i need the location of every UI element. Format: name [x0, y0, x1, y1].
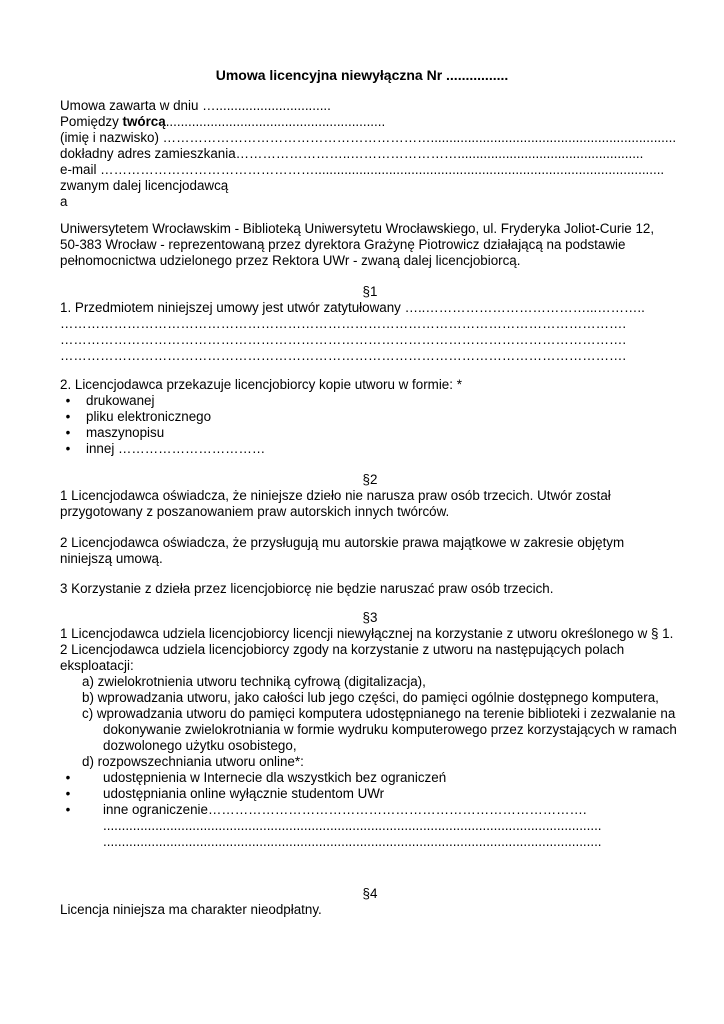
field-a: a) zwielokrotnienia utworu techniką cyfrową (digitalizacja),	[82, 674, 426, 689]
bullet-icon: •	[65, 425, 71, 440]
list-item: • udostępnienia w Internecie dla wszystkich bez ograniczeń	[60, 770, 680, 786]
subject-dots-2: ……………………………………………………………………………………………………………….	[60, 332, 627, 347]
field-c-line-3: dozwolonego użytku osobistego,	[103, 738, 297, 753]
bullet-icon: •	[65, 802, 71, 817]
field-b: b) wprowadzania utworu, jako całości lub jego części, do pamięci ogólnie dostępnego komputera,	[82, 690, 659, 705]
subject-line: 1. Przedmiotem niniejszej umowy jest utwór zatytułowany …..………………………………...………..	[60, 300, 645, 315]
section-3-heading: §3	[362, 610, 378, 625]
name-line: (imię i nazwisko) ……………………………………………………..................................................................	[60, 130, 677, 145]
subject-dots-1: ……………………………………………………………………………………………………………….	[60, 316, 627, 331]
section-3	[60, 610, 680, 850]
bullet-icon: •	[65, 770, 71, 785]
section-2-p2	[60, 535, 680, 567]
copy-form-section	[60, 377, 680, 457]
address-line: dokładny adres zamieszkania……………………..……………………..................................................	[60, 146, 644, 161]
and-line: a	[60, 194, 68, 209]
online-dots-2: ......................................................................................................................................	[103, 834, 602, 849]
s3-p1-line: 1 Licencjodawca udziela licencjobiorcy licencji niewyłącznej na korzystanie z utworu określonego w § 1.	[60, 626, 674, 641]
list-item: • inne ograniczenie………………………………………………………………………….	[60, 802, 680, 818]
bullet-icon: •	[65, 409, 71, 424]
section-4-heading: §4	[362, 886, 378, 901]
bullet-icon: •	[65, 786, 71, 801]
author-label: twórcą	[122, 114, 166, 129]
online-dots-1: ......................................................................................................................................	[103, 818, 602, 833]
field-d: d) rozpowszechniania utworu online*:	[82, 754, 304, 769]
licensee-line-1: Uniwersytetem Wrocławskim - Biblioteką Uniwersytetu Wrocławskiego, ul. Fryderyka Joliot-Curie 12,	[60, 221, 655, 236]
s2-p1-line-2: przygotowany z poszanowaniem praw autorskich innych twórców.	[60, 504, 450, 519]
between-line: Pomiędzy twórcą...........................................................	[60, 114, 386, 129]
section-4	[60, 886, 680, 918]
bullet-icon: •	[65, 441, 71, 456]
section-2-p3	[60, 581, 680, 597]
date-line: Umowa zawarta w dniu …...............................	[60, 98, 331, 113]
s4-p1-line: Licencja niniejsza ma charakter nieodpłatny.	[60, 902, 322, 917]
licensee-section	[60, 221, 680, 269]
list-item: • udostępniania online wyłącznie studentom UWr	[60, 786, 680, 802]
email-line: e-mail …………………………………………..............................................................................................	[60, 162, 665, 177]
s2-p1-line-1: 1 Licencjodawca oświadcza, że niniejsze dzieło nie narusza praw osób trzecich. Utwór został	[60, 488, 611, 503]
bullet-icon: •	[65, 393, 71, 408]
licensor-line: zwanym dalej licencjodawcą	[60, 178, 229, 193]
licensee-line-3: pełnomocnictwa udzielonego przez Rektora UWr - zwaną dalej licencjobiorcą.	[60, 253, 521, 268]
section-2	[60, 472, 680, 520]
list-item: • maszynopisu	[60, 425, 680, 441]
s2-p3-line: 3 Korzystanie z dzieła przez licencjobiorcę nie będzie naruszać praw osób trzecich.	[60, 581, 554, 596]
section-1-heading: §1	[362, 284, 378, 299]
s3-p2-line-1: 2 Licencjodawca udziela licencjobiorcy zgody na korzystanie z utworu na następujących polach	[60, 642, 625, 657]
list-item: • pliku elektronicznego	[60, 409, 680, 425]
s2-p2-line-1: 2 Licencjodawca oświadcza, że przysługują mu autorskie prawa majątkowe w zakresie objętym	[60, 535, 625, 550]
section-2-heading: §2	[362, 472, 378, 487]
licensee-line-2: 50-383 Wrocław - reprezentowaną przez dyrektora Grażynę Piotrowicz działającą na podstawie	[60, 237, 626, 252]
parties-section	[60, 98, 680, 210]
field-c-line-1: c) wprowadzania utworu do pamięci komputera udostępnianego na terenie biblioteki i zezwalanie na	[82, 706, 676, 721]
field-c-line-2: dokonywanie zwielokrotniania w formie wydruku komputerowego przez korzystających w ramach	[103, 722, 677, 737]
list-item: • innej ……………………………	[60, 441, 680, 457]
section-1	[60, 284, 680, 364]
s3-p2-line-2: eksploatacji:	[60, 658, 134, 673]
list-item: • drukowanej	[60, 393, 680, 409]
s2-p2-line-2: niniejszą umową.	[60, 551, 163, 566]
document-title: Umowa licencyjna niewyłączna Nr ................	[215, 67, 509, 83]
copy-form-line: 2. Licencjodawca przekazuje licencjobiorcy kopie utworu w formie: *	[60, 377, 462, 392]
subject-dots-3: ……………………………………………………………………………………………………………….	[60, 348, 627, 363]
